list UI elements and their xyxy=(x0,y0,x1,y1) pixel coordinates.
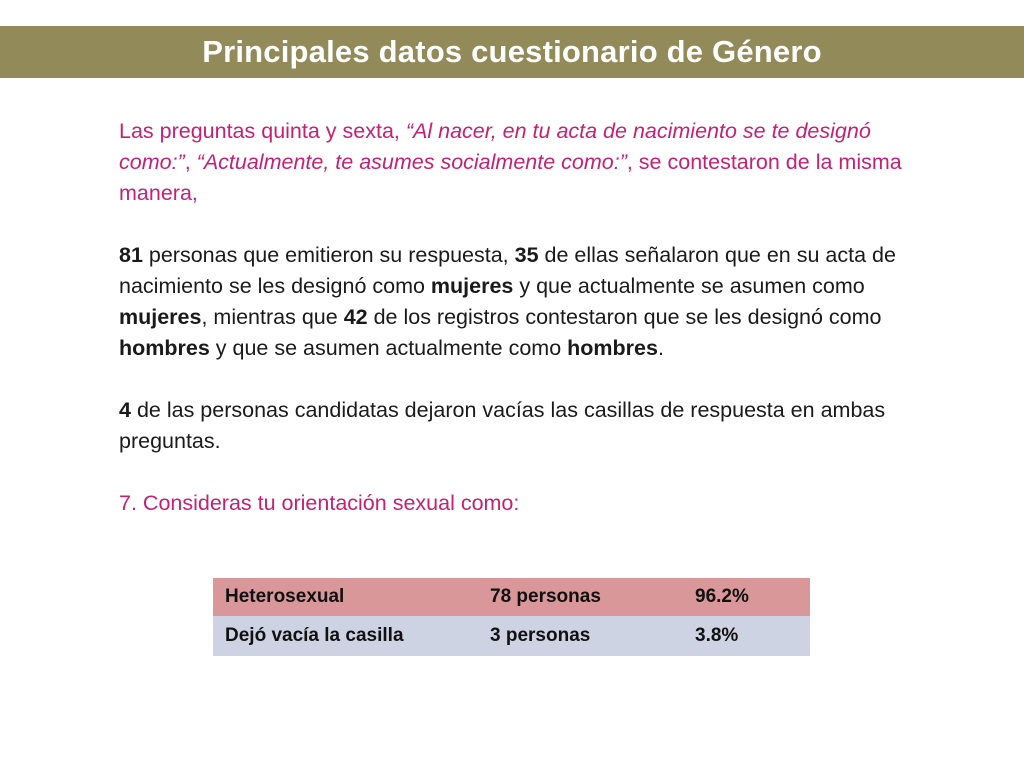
page-title: Principales datos cuestionario de Género xyxy=(202,34,822,69)
row-percent: 96.2% xyxy=(683,578,810,616)
results-paragraph xyxy=(119,240,919,364)
spacer xyxy=(119,364,919,395)
word-hombres-2: hombres xyxy=(567,336,658,360)
results-text-2: de ellas señalaron que en su acta de nacimiento se les designó como xyxy=(119,243,896,298)
row-count: 3 personas xyxy=(478,616,683,656)
word-hombres-1: hombres xyxy=(119,336,210,360)
question-7-number: 7. xyxy=(119,491,137,515)
count-35: 35 xyxy=(514,243,539,267)
empty-answers-text: de las personas candidatas dejaron vacías las casillas de respuesta en ambas preguntas. xyxy=(119,398,886,453)
table-row xyxy=(213,616,810,656)
results-text-6: y que se asumen actualmente como xyxy=(209,336,568,360)
empty-answers-paragraph xyxy=(119,395,919,457)
intro-quote-2: “Actualmente, te asumes socialmente como:” xyxy=(196,150,627,174)
row-label: Dejó vacía la casilla xyxy=(213,616,478,656)
count-4: 4 xyxy=(119,398,131,422)
results-text-7: . xyxy=(657,336,664,360)
orientation-table xyxy=(213,578,810,656)
intro-text-a: Las preguntas quinta y sexta, xyxy=(119,119,406,143)
content-body xyxy=(119,116,919,519)
spacer xyxy=(119,209,919,240)
word-mujeres-1: mujeres xyxy=(430,274,514,298)
question-7-text: Consideras tu orientación sexual como: xyxy=(136,491,520,515)
row-label: Heterosexual xyxy=(213,578,478,616)
results-text-1: personas que emitieron su respuesta, xyxy=(142,243,515,267)
results-text-3: y que actualmente se asumen como xyxy=(513,274,865,298)
spacer xyxy=(119,457,919,488)
count-81: 81 xyxy=(119,243,143,267)
intro-quote-1: “Al nacer, en tu acta de nacimiento se te designó como:” xyxy=(119,119,871,174)
results-text-5: de los registros contestaron que se les designó como xyxy=(367,305,882,329)
table-row xyxy=(213,578,810,616)
word-mujeres-2: mujeres xyxy=(119,305,202,329)
question-7 xyxy=(119,488,919,519)
intro-text-c: , se contestaron de la misma manera, xyxy=(119,150,902,205)
row-count: 78 personas xyxy=(478,578,683,616)
title-bar xyxy=(0,26,1024,78)
intro-text-b: , xyxy=(184,150,197,174)
count-42: 42 xyxy=(343,305,368,329)
row-percent: 3.8% xyxy=(683,616,810,656)
results-text-4: , mientras que xyxy=(201,305,344,329)
intro-paragraph xyxy=(119,116,919,209)
